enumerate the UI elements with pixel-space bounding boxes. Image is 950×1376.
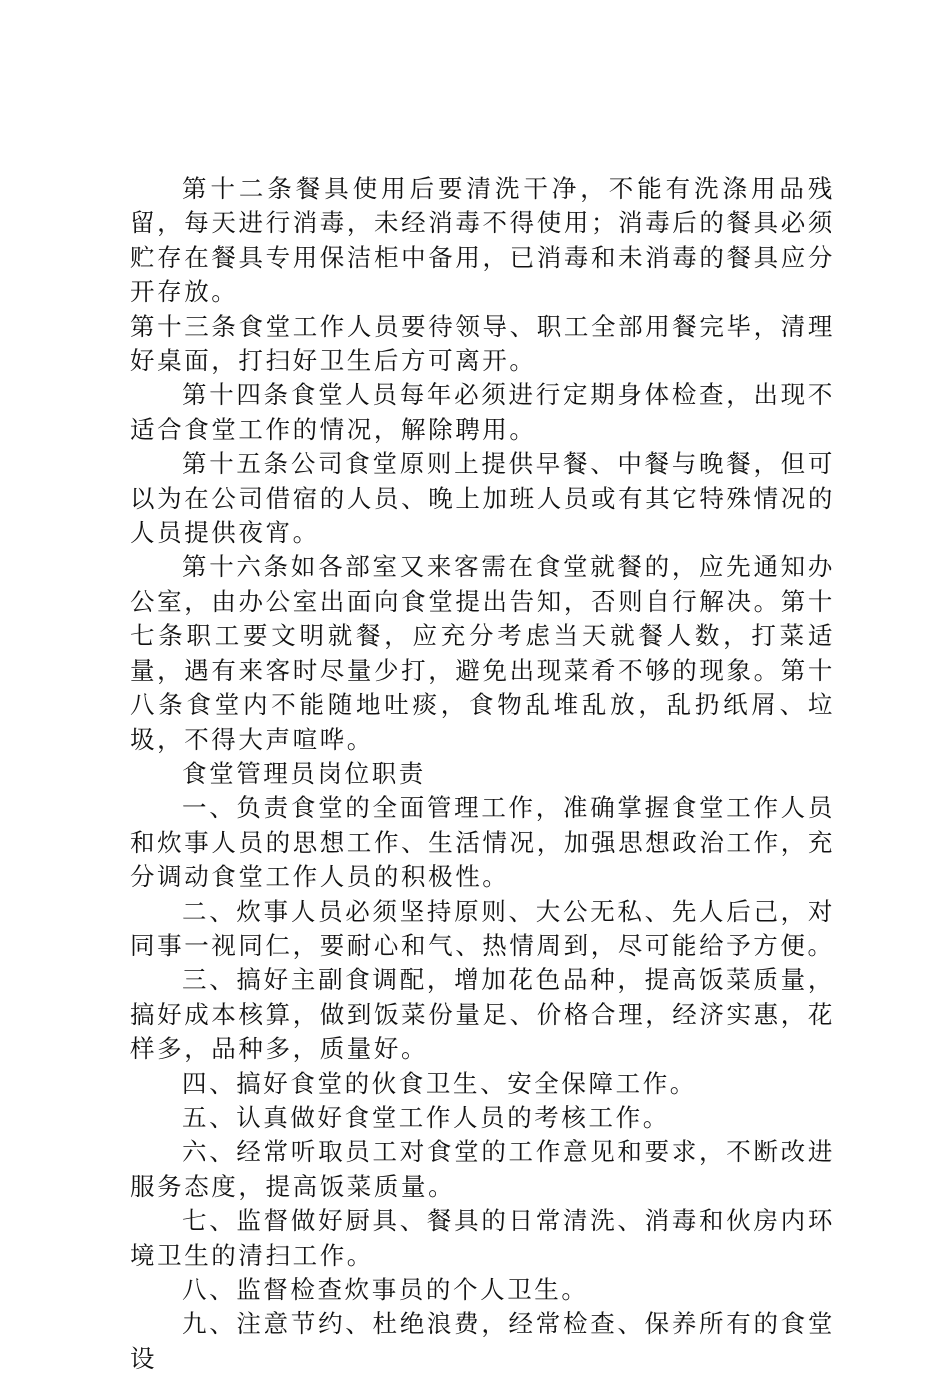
- paragraph-duty-9: 九、注意节约、杜绝浪费，经常检查、保养所有的食堂设: [130, 1309, 835, 1373]
- paragraph-duty-1: 一、负责食堂的全面管理工作，准确掌握食堂工作人员和炊事人员的思想工作、生活情况，加强思想政治工作，充分调动食堂工作人员的积极性。: [130, 793, 835, 892]
- paragraph-duty-6: 六、经常听取员工对食堂的工作意见和要求，不断改进服务态度，提高饭菜质量。: [130, 1137, 835, 1201]
- paragraph-duty-4: 四、搞好食堂的伙食卫生、安全保障工作。: [182, 1068, 697, 1098]
- paragraph-duty-5: 五、认真做好食堂工作人员的考核工作。: [182, 1102, 670, 1132]
- paragraph-duty-7: 七、监督做好厨具、餐具的日常清洗、消毒和伙房内环境卫生的清扫工作。: [130, 1206, 835, 1270]
- paragraph-article-14: 第十四条食堂人员每年必须进行定期身体检查，出现不适合食堂工作的情况，解除聘用。: [130, 380, 835, 444]
- section-heading-duties: 食堂管理员岗位职责: [182, 758, 426, 788]
- paragraph-article-16-18: 第十六条如各部室又来客需在食堂就餐的，应先通知办公室，由办公室出面向食堂提出告知，否则自行解决。第十七条职工要文明就餐，应充分考虑当天就餐人数，打菜适量，遇有来客时尽量少打，避免出现菜肴不够的现象。第十八条食堂内不能随地吐痰，食物乱堆乱放，乱扔纸屑、垃圾，不得大声喧哗。: [130, 552, 835, 754]
- paragraph-article-12: 第十二条餐具使用后要清洗干净，不能有洗涤用品残留，每天进行消毒，未经消毒不得使用；消毒后的餐具必须贮存在餐具专用保洁柜中备用，已消毒和未消毒的餐具应分开存放。: [130, 174, 835, 307]
- document-body: [130, 172, 835, 1376]
- paragraph-duty-3: 三、搞好主副食调配，增加花色品种，提高饭菜质量，搞好成本核算，做到饭菜份量足、价格合理，经济实惠，花样多，品种多，质量好。: [130, 965, 835, 1064]
- paragraph-duty-2: 二、炊事人员必须坚持原则、大公无私、先人后己，对同事一视同仁，要耐心和气、热情周到，尽可能给予方便。: [130, 896, 835, 960]
- paragraph-article-13: 第十三条食堂工作人员要待领导、职工全部用餐完毕，清理好桌面，打扫好卫生后方可离开。: [130, 311, 835, 376]
- paragraph-duty-8: 八、监督检查炊事员的个人卫生。: [182, 1275, 589, 1304]
- paragraph-article-15: 第十五条公司食堂原则上提供早餐、中餐与晚餐，但可以为在公司借宿的人员、晚上加班人员或有其它特殊情况的人员提供夜宵。: [130, 449, 835, 548]
